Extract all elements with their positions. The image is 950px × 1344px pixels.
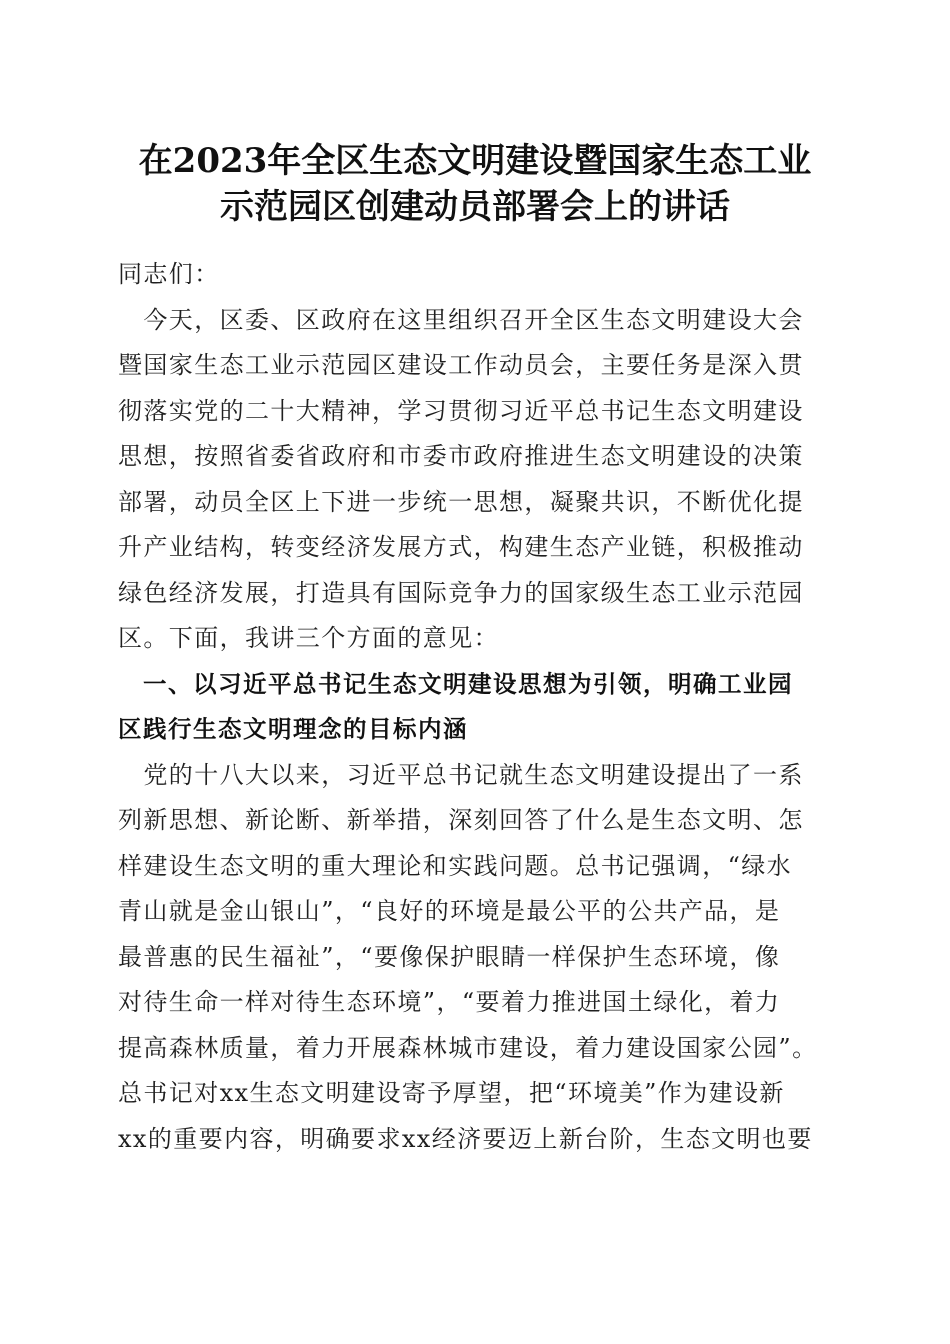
section-heading-line: 区践行生态文明理念的目标内涵 [118, 715, 468, 743]
title-line-1: 在2023年全区生态文明建设暨国家生态工业 [138, 141, 812, 181]
intro-line: 暨国家生态工业示范园区建设工作动员会，主要任务是深入贯 [118, 351, 804, 379]
section-paragraph-line: 总书记对xx生态文明建设寄予厚望，把“环境美”作为建设新 [118, 1079, 785, 1107]
document-body [118, 252, 824, 1162]
section-paragraph-line: 党的十八大以来，习近平总书记就生态文明建设提出了一系 [118, 760, 804, 789]
section-paragraph-line: 对待生命一样对待生态环境”，“要着力推进国土绿化，着力 [118, 988, 781, 1016]
intro-line: 部署，动员全区上下进一步统一思想，凝聚共识，不断优化提 [118, 487, 804, 516]
section-paragraph-line: 青山就是金山银山”，“良好的环境是最公平的公共产品，是 [118, 897, 781, 925]
salutation: 同志们： [118, 260, 220, 288]
section-paragraph-line: 最普惠的民生福祉”，“要像保护眼睛一样保护生态环境，像 [118, 942, 781, 971]
title-line-2: 示范园区创建动员部署会上的讲话 [220, 186, 730, 227]
intro-line: 区。下面，我讲三个方面的意见： [118, 624, 499, 652]
section-heading-line: 一、以习近平总书记生态文明建设思想为引领，明确工业园 [118, 669, 793, 698]
intro-line: 思想，按照省委省政府和市委市政府推进生态文明建设的决策 [118, 442, 804, 470]
intro-line: 今天，区委、区政府在这里组织召开全区生态文明建设大会 [118, 305, 804, 334]
intro-line: 彻落实党的二十大精神，学习贯彻习近平总书记生态文明建设 [118, 396, 804, 425]
intro-line: 升产业结构，转变经济发展方式，构建生态产业链，积极推动 [118, 533, 804, 561]
section-paragraph-line: 样建设生态文明的重大理论和实践问题。总书记强调，“绿水 [118, 851, 793, 880]
section-paragraph-line: 列新思想、新论断、新举措，深刻回答了什么是生态文明、怎 [118, 806, 804, 834]
section-paragraph-line: xx的重要内容，明确要求xx经济要迈上新台阶，生态文明也要 [118, 1124, 813, 1153]
section-paragraph-line: 提高森林质量，着力开展森林城市建设，着力建设国家公园”。 [118, 1033, 818, 1062]
intro-line: 绿色经济发展，打造具有国际竞争力的国家级生态工业示范园 [118, 578, 804, 607]
document-title [100, 138, 850, 229]
